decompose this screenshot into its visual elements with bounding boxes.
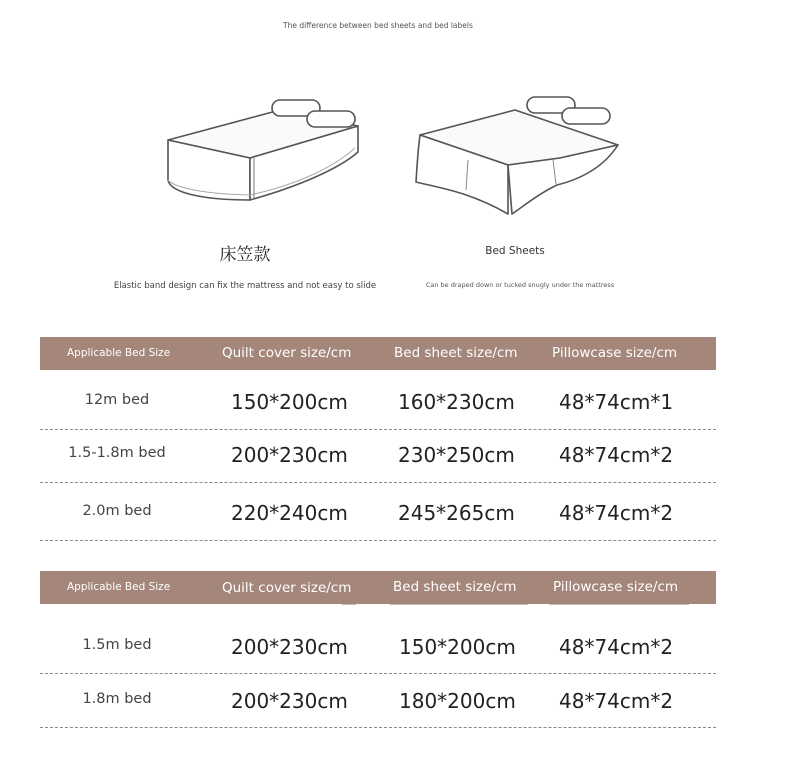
table1-header-quilt: Quilt cover size/cm (222, 345, 352, 361)
header-underline (390, 604, 528, 605)
table-row (40, 629, 716, 669)
quilt-size-cell: 150*200cm (231, 390, 348, 414)
sheet-size-cell: 160*230cm (398, 390, 515, 414)
bed-illustrations (0, 0, 790, 300)
quilt-size-cell: 220*240cm (231, 501, 348, 525)
sheet-size-cell: 230*250cm (398, 443, 515, 467)
table2-header-sheet: Bed sheet size/cm (393, 579, 517, 595)
bed-size-cell: 2.0m bed (82, 503, 152, 519)
pillow-size-cell: 48*74cm*2 (559, 443, 674, 467)
bed-size-cell: 1.5m bed (82, 637, 152, 653)
table1-header-pillow: Pillowcase size/cm (552, 345, 678, 361)
comparison-title: The difference between bed sheets and bed labels (283, 21, 473, 30)
quilt-size-cell: 200*230cm (231, 689, 348, 713)
table1-header-bed-size: Applicable Bed Size (67, 347, 171, 359)
flat-sheet-bed-icon (416, 97, 618, 214)
pillow-size-cell: 48*74cm*2 (559, 501, 674, 525)
sheet-size-cell: 245*265cm (398, 501, 515, 525)
quilt-size-cell: 200*230cm (231, 443, 348, 467)
table2-header (40, 571, 716, 604)
row-divider (40, 540, 716, 541)
pillow-size-cell: 48*74cm*2 (559, 689, 674, 713)
sheet-size-cell: 150*200cm (399, 635, 516, 659)
row-divider (40, 673, 716, 674)
fitted-sheet-caption: 床笠款 (219, 245, 271, 265)
quilt-size-cell: 200*230cm (231, 635, 348, 659)
table2-header-bed-size: Applicable Bed Size (67, 581, 171, 593)
table2-header-pillow: Pillowcase size/cm (553, 579, 679, 595)
fitted-sheet-bed-icon (168, 100, 358, 200)
bed-size-cell: 1.5-1.8m bed (68, 445, 166, 461)
bed-size-cell: 12m bed (84, 392, 150, 408)
pillow-size-cell: 48*74cm*1 (559, 390, 674, 414)
table-row (40, 495, 716, 535)
table-row (40, 437, 716, 477)
bed-size-cell: 1.8m bed (82, 691, 152, 707)
table1-header (40, 337, 716, 370)
table2-header-quilt: Quilt cover size/cm (222, 580, 352, 596)
header-underline (549, 604, 689, 605)
fitted-sheet-description: Elastic band design can fix the mattress and not easy to slide (113, 281, 377, 291)
table-row (40, 384, 716, 424)
row-divider (40, 429, 716, 430)
pillow-size-cell: 48*74cm*2 (559, 635, 674, 659)
header-underline (342, 604, 356, 605)
row-divider (40, 727, 716, 728)
row-divider (40, 482, 716, 483)
table-row (40, 683, 716, 723)
flat-sheet-caption: Bed Sheets (485, 245, 545, 257)
flat-sheet-description: Can be draped down or tucked snugly under the mattress (425, 281, 615, 289)
sheet-size-cell: 180*200cm (399, 689, 516, 713)
table1-header-sheet: Bed sheet size/cm (394, 345, 518, 361)
